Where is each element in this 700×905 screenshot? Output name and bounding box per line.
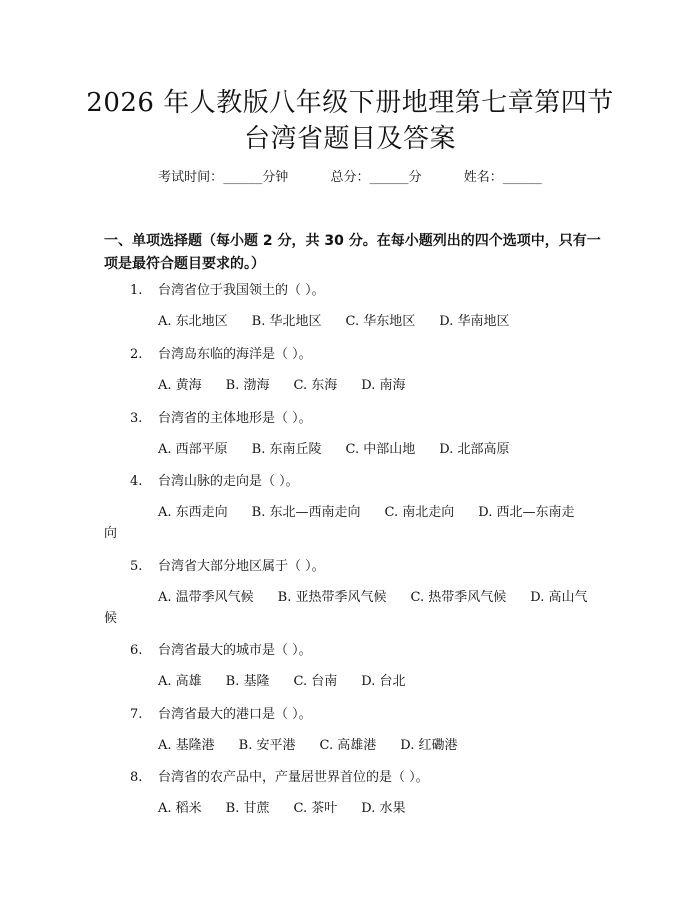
question-number: 6. bbox=[130, 643, 143, 658]
option-d: D. 西北—东南走向 bbox=[104, 505, 575, 541]
option-b: B. 渤海 bbox=[225, 378, 270, 393]
question bbox=[130, 559, 325, 575]
question-text: 台湾省的主体地形是（ ）。 bbox=[158, 411, 312, 426]
option-d: D. 红磡港 bbox=[400, 738, 458, 753]
question-number: 4. bbox=[130, 474, 143, 489]
options bbox=[104, 587, 600, 629]
question-number: 7. bbox=[130, 707, 143, 722]
options bbox=[104, 502, 600, 544]
option-a: A. 东西走向 bbox=[158, 505, 228, 520]
question-number: 5. bbox=[130, 559, 143, 574]
option-a: A. 稻米 bbox=[158, 801, 202, 816]
option-b: B. 亚热带季风气候 bbox=[277, 590, 387, 605]
question-text: 台湾省最大的城市是（ ）。 bbox=[158, 643, 312, 658]
option-c: C. 华东地区 bbox=[345, 314, 416, 329]
option-c: C. 热带季风气候 bbox=[410, 590, 507, 605]
question-text: 台湾省位于我国领土的（ ）。 bbox=[158, 283, 325, 298]
name-blank: ______ bbox=[502, 170, 542, 185]
option-c: C. 茶叶 bbox=[293, 801, 338, 816]
question-text: 台湾山脉的走向是（ ）。 bbox=[158, 474, 299, 489]
question-number: 1. bbox=[130, 283, 143, 298]
question-text: 台湾岛东临的海洋是（ ）。 bbox=[158, 347, 312, 362]
option-a: A. 基隆港 bbox=[158, 738, 215, 753]
option-a: A. 东北地区 bbox=[158, 314, 228, 329]
option-c: C. 东海 bbox=[293, 378, 338, 393]
option-a: A. 西部平原 bbox=[158, 442, 228, 457]
option-a: A. 高雄 bbox=[158, 674, 202, 689]
option-c: C. 高雄港 bbox=[319, 738, 377, 753]
score-blank: ______分 bbox=[369, 170, 422, 185]
option-d: D. 高山气候 bbox=[104, 590, 588, 626]
score-label: 总分： bbox=[330, 170, 370, 185]
options bbox=[104, 671, 600, 692]
option-d: D. 华南地区 bbox=[439, 314, 510, 329]
question-number: 8. bbox=[130, 770, 143, 785]
time-blank: ______分钟 bbox=[223, 170, 289, 185]
section-heading: 一、单项选择题（每小题 2 分，共 30 分。在每小题列出的四个选项中，只有一项是最符合题目要求的。） bbox=[104, 233, 601, 272]
time-label: 考试时间： bbox=[158, 170, 224, 185]
option-b: B. 甘蔗 bbox=[225, 801, 270, 816]
question bbox=[130, 411, 312, 427]
question-number: 3. bbox=[130, 411, 143, 426]
option-d: D. 水果 bbox=[361, 801, 406, 816]
question bbox=[130, 770, 429, 786]
options bbox=[104, 439, 600, 460]
options bbox=[104, 375, 600, 396]
option-a: A. 黄海 bbox=[158, 378, 202, 393]
option-b: B. 基隆 bbox=[225, 674, 270, 689]
options bbox=[104, 798, 600, 819]
option-a: A. 温带季风气候 bbox=[158, 590, 254, 605]
option-b: B. 华北地区 bbox=[251, 314, 322, 329]
question bbox=[130, 347, 312, 363]
question-text: 台湾省大部分地区属于（ ）。 bbox=[158, 559, 325, 574]
option-b: B. 东北—西南走向 bbox=[251, 505, 361, 520]
option-c: C. 中部山地 bbox=[345, 442, 416, 457]
question-number: 2. bbox=[130, 347, 143, 362]
options bbox=[104, 311, 600, 332]
name-label: 姓名： bbox=[463, 170, 503, 185]
question bbox=[130, 707, 312, 723]
option-c: C. 南北走向 bbox=[384, 505, 455, 520]
question bbox=[130, 283, 325, 299]
option-b: B. 东南丘陵 bbox=[251, 442, 322, 457]
title-line-1: 2026 年人教版八年级下册地理第七章第四节 bbox=[86, 88, 614, 118]
option-c: C. 台南 bbox=[293, 674, 338, 689]
question-text: 台湾省最大的港口是（ ）。 bbox=[158, 707, 312, 722]
options bbox=[104, 735, 600, 756]
option-b: B. 安平港 bbox=[238, 738, 296, 753]
question bbox=[130, 643, 312, 659]
option-d: D. 南海 bbox=[361, 378, 406, 393]
option-d: D. 台北 bbox=[361, 674, 406, 689]
question-text: 台湾省的农产品中，产量居世界首位的是（ ）。 bbox=[158, 770, 429, 785]
title-line-2: 台湾省题目及答案 bbox=[243, 124, 456, 154]
exam-meta bbox=[0, 170, 700, 186]
question bbox=[130, 474, 299, 490]
option-d: D. 北部高原 bbox=[439, 442, 510, 457]
